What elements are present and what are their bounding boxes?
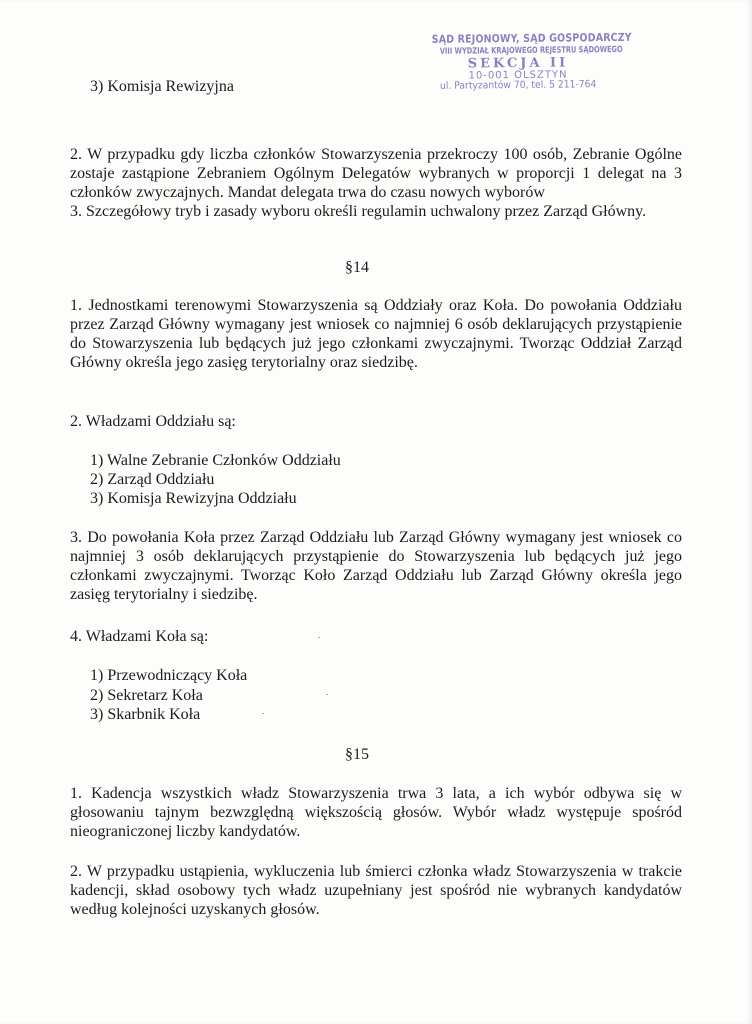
section-heading: §14 (345, 259, 369, 276)
list-item: 1) Walne Zebranie Członków Oddziału (90, 452, 341, 469)
list-item: 3) Komisja Rewizyjna (90, 78, 234, 95)
section-heading: §15 (345, 746, 369, 763)
paragraph: 3. Szczegółowy tryb i zasady wyboru określi regulamin uchwalony przez Zarząd Główny. (70, 203, 647, 220)
paragraph: 4. Władzami Koła są: (70, 628, 209, 645)
scan-speck (326, 694, 328, 695)
list-item: 3) Skarbnik Koła (90, 706, 201, 723)
scan-speck (262, 713, 264, 714)
paragraph: 1. Jednostkami terenowymi Stowarzyszenia są Oddziały oraz Koła. Do powołania Oddziału przez Zarząd Główny wymagany jest wniosek co najmniej 6 osób deklarujących przystąpienie do Stowarzyszenia lub będących już jego członkami zwyczajnymi. Tworząc Oddział Zarząd Główny określa jego zasięg terytorialny oraz siedzibę. (70, 297, 682, 371)
stamp-line-1: SĄD REJONOWY, SĄD GOSPODARCZY (431, 30, 632, 46)
paragraph: 2. Władzami Oddziału są: (70, 413, 236, 430)
list-item: 3) Komisja Rewizyjna Oddziału (90, 490, 297, 507)
paragraph: 2. W przypadku gdy liczba członków Stowarzyszenia przekroczy 100 osób, Zebranie Ogólne zostaje zastąpione Zebraniem Ogólnym Delegatów wybranych w proporcji 1 delegat na 3 członków zwyczajnych. Mandat delegata trwa do czasu nowych wyborów (70, 146, 682, 201)
court-stamp (418, 30, 632, 109)
list-item: 2) Sekretarz Koła (90, 687, 203, 704)
paragraph: 1. Kadencja wszystkich władz Stowarzyszenia trwa 3 lata, a ich wybór odbywa się w głosowaniu tajnym bezwzględną większością głosów. Wybór władz występuje spośród nieograniczonej liczby kandydatów. (70, 785, 682, 840)
list-item: 2) Zarząd Oddziału (90, 471, 215, 488)
list-item: 1) Przewodniczący Koła (90, 667, 248, 684)
paragraph: 2. W przypadku ustąpienia, wykluczenia lub śmierci członka władz Stowarzyszenia w trakcie kadencji, skład osobowy tych władz uzupełniany jest spośród nie wybranych kandydatów według kolejności uzyskanych głosów. (70, 863, 682, 918)
paragraph: 3. Do powołania Koła przez Zarząd Oddziału lub Zarząd Główny wymagany jest wniosek co najmniej 3 osób deklarujących przystąpienie do Stowarzyszenia lub będących już jego członkami zwyczajnymi. Tworząc Koło Zarząd Oddziału lub Zarząd Główny określa jego zasięg terytorialny i siedzibę. (70, 529, 682, 603)
scan-speck (318, 637, 320, 638)
stamp-line-5: ul. Partyzantów 70, tel. 5 211-764 (439, 79, 597, 92)
stamp-line-3: SEKCJA II (467, 55, 569, 72)
stamp-line-2: VIII WYDZIAŁ KRAJOWEGO REJESTRU SĄDOWEGO (439, 44, 623, 57)
stamp-line-4: 10-001 OLSZTYN (468, 69, 568, 82)
